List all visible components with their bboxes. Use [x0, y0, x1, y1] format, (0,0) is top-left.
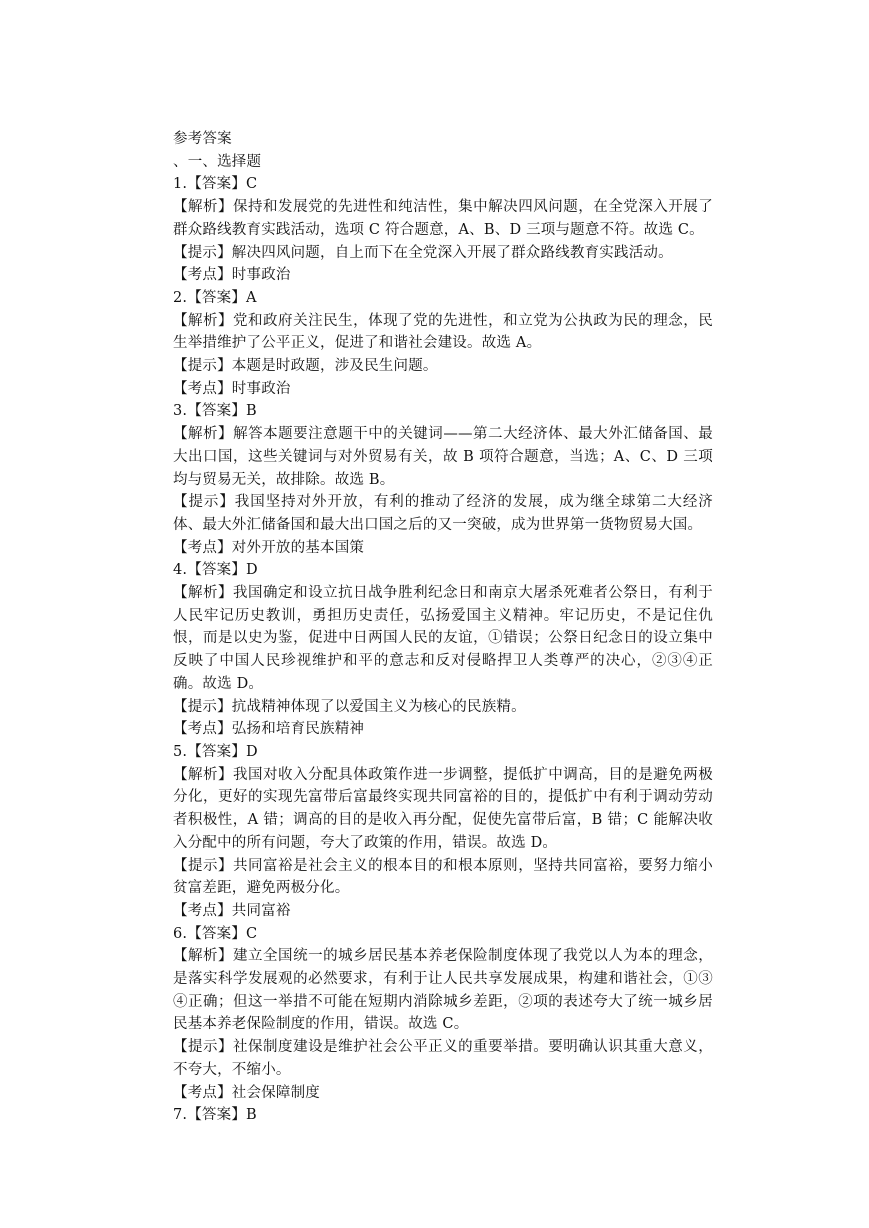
section-heading: 、一、选择题	[173, 153, 262, 170]
question-5	[173, 741, 713, 923]
answer-line: 7.【答案】B	[173, 1107, 257, 1124]
analysis-paragraph: 【解析】保持和发展党的先进性和纯洁性，集中解决四风问题，在全党深入开展了群众路线教育实践活动，选项 C 符合题意，A、B、D 三项与题意不符。故选 C。	[173, 199, 713, 238]
hint-paragraph: 【提示】共同富裕是社会主义的根本目的和根本原则，坚持共同富裕，要努力缩小贫富差距，避免两极分化。	[173, 857, 713, 897]
exam-point-line: 【考点】时事政治	[173, 380, 291, 397]
answer-line: 6.【答案】C	[173, 925, 258, 942]
question-6	[173, 923, 713, 1105]
answer-line: 3.【答案】B	[173, 403, 257, 420]
question-2	[173, 287, 713, 401]
analysis-paragraph: 【解析】我国确定和设立抗日战争胜利纪念日和南京大屠杀死难者公祭日，有利于人民牢记历史教训，勇担历史责任，弘扬爱国主义精神。牢记历史，不是记住仇恨，而是以史为鉴，促进中日两国人民的友谊，①错误；公祭日纪念日的设立集中反映了中国人民珍视维护和平的意志和反对侵略捍卫人类尊严的决心，②③④正确。故选 D。	[173, 585, 713, 692]
answer-line: 5.【答案】D	[173, 743, 258, 760]
analysis-paragraph: 【解析】解答本题要注意题干中的关键词——第二大经济体、最大外汇储备国、最大出口国，这些关键词与对外贸易有关，故 B 项符合题意，当选；A、C、D 三项均与贸易无关，故排除。故选 B。	[173, 426, 713, 488]
answer-line: 2.【答案】A	[173, 289, 257, 306]
hint-paragraph: 【提示】本题是时政题，涉及民生问题。	[173, 358, 438, 375]
exam-point-line: 【考点】时事政治	[173, 267, 291, 284]
hint-paragraph: 【提示】抗战精神体现了以爱国主义为核心的民族精。	[173, 698, 526, 715]
answer-line: 4.【答案】D	[173, 562, 258, 579]
hint-paragraph: 【提示】我国坚持对外开放，有利的推动了经济的发展，成为继全球第二大经济体、最大外汇储备国和最大出口国之后的又一突破，成为世界第一货物贸易大国。	[173, 494, 713, 533]
document-title: 参考答案	[173, 131, 232, 147]
question-7	[173, 1104, 713, 1127]
question-3	[173, 400, 713, 559]
exam-point-line: 【考点】共同富裕	[173, 902, 291, 919]
hint-paragraph: 【提示】社保制度建设是维护社会公平正义的重要举措。要明确认识其重大意义，不夸大，不缩小。	[173, 1039, 713, 1078]
exam-point-line: 【考点】对外开放的基本国策	[173, 539, 365, 556]
exam-point-line: 【考点】弘扬和培育民族精神	[173, 721, 365, 738]
exam-point-line: 【考点】社会保障制度	[173, 1084, 320, 1101]
hint-paragraph: 【提示】解决四风问题，自上而下在全党深入开展了群众路线教育实践活动。	[173, 244, 673, 261]
analysis-paragraph: 【解析】我国对收入分配具体政策作进一步调整，提低扩中调高，目的是避免两极分化，更好的实现先富带后富最终实现共同富裕的目的，提低扩中有利于调动劳动者积极性，A 错；调高的目的是收入再分配，促使先富带后富，B 错；C 能解决收入分配中的所有问题，夸大了政策的作用，错误。故选 D。	[173, 766, 713, 851]
question-1	[173, 173, 713, 287]
analysis-paragraph: 【解析】建立全国统一的城乡居民基本养老保险制度体现了我党以人为本的理念，是落实科学发展观的必然要求，有利于让人民共享发展成果，构建和谐社会，①③④正确；但这一举措不可能在短期内消除城乡差距，②项的表述夸大了统一城乡居民基本养老保险制度的作用，错误。故选 C。	[173, 948, 713, 1033]
analysis-paragraph: 【解析】党和政府关注民生，体现了党的先进性，和立党为公执政为民的理念，民生举措维护了公平正义，促进了和谐社会建设。故选 A。	[173, 312, 713, 352]
answer-key-content	[173, 128, 713, 1127]
question-4	[173, 559, 713, 741]
answer-line: 1.【答案】C	[173, 176, 258, 193]
